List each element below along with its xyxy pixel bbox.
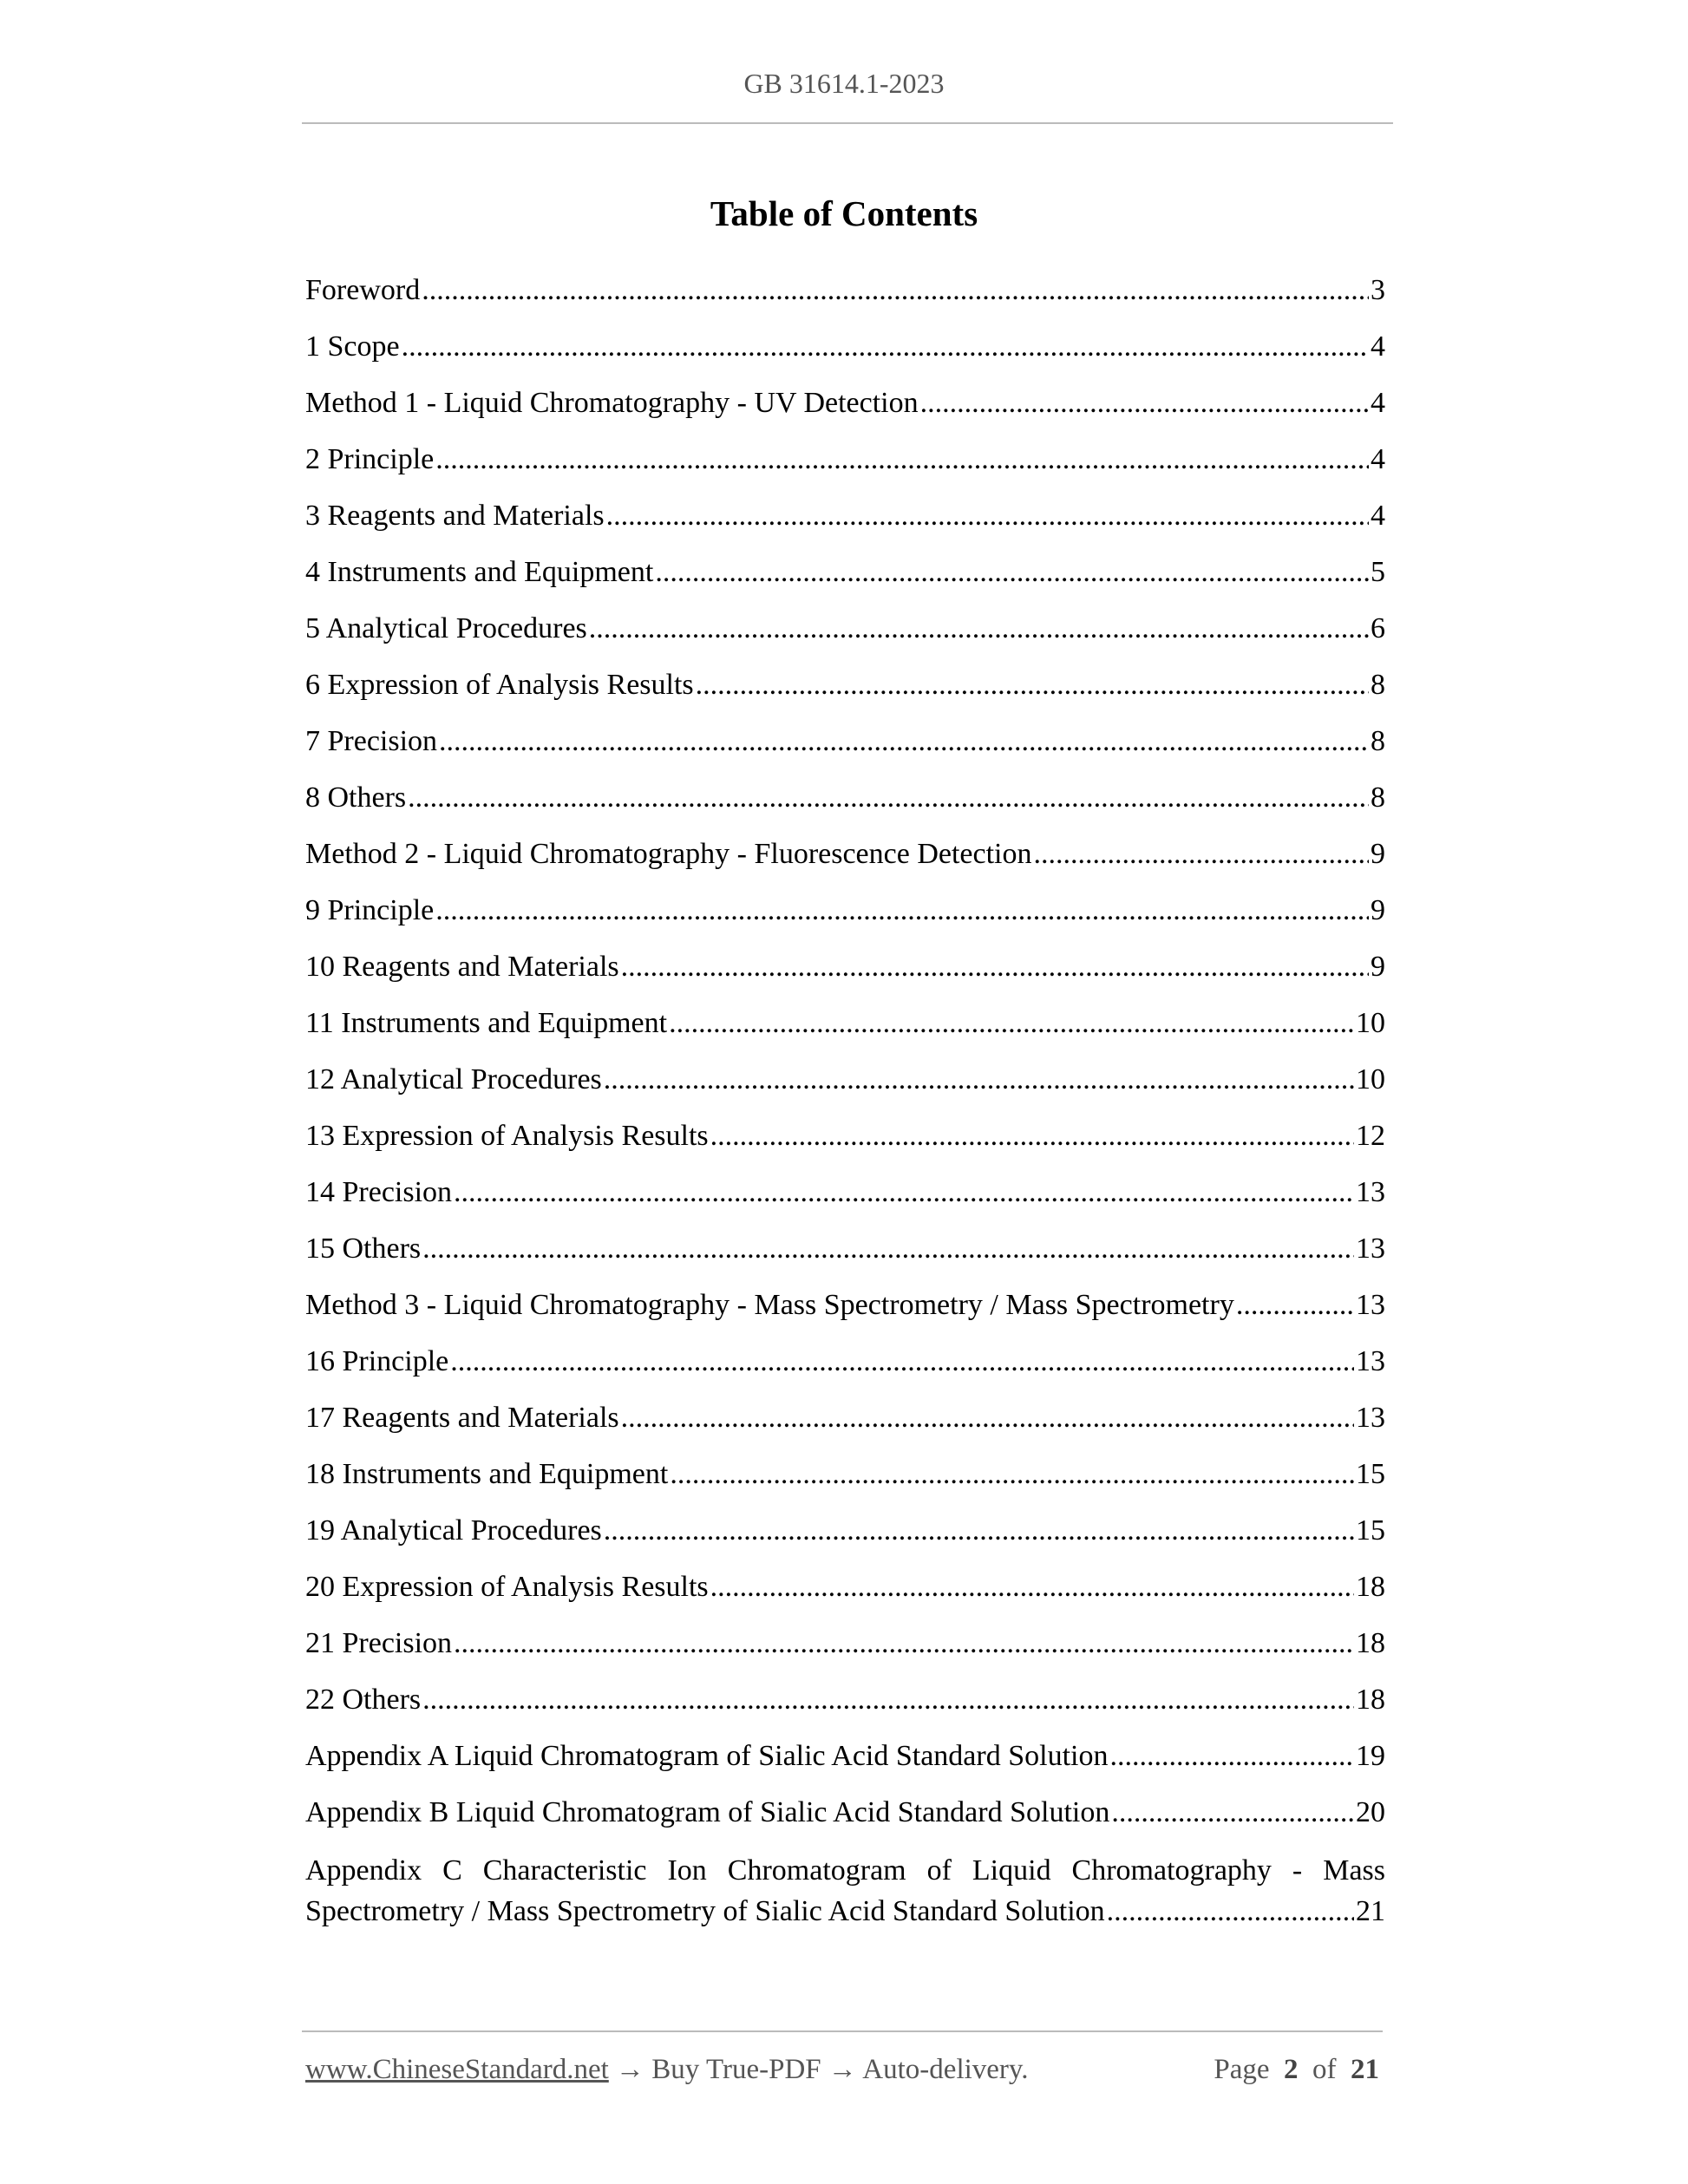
toc-entry-page-number: 13	[1356, 1289, 1385, 1321]
toc-entry-page-number: 20	[1356, 1796, 1385, 1828]
toc-entry-line2	[305, 1891, 1385, 1932]
toc-dot-leader	[589, 610, 1369, 648]
toc-entry-page-number: 21	[1356, 1895, 1385, 1927]
toc-entry-page-number: 9	[1371, 951, 1385, 983]
toc-entry-label: 5 Analytical Procedures	[305, 612, 587, 644]
toc-entry-label: Method 1 - Liquid Chromatography - UV Detection	[305, 387, 919, 419]
toc-entry[interactable]	[305, 1174, 1385, 1230]
toc-dot-leader	[439, 723, 1369, 761]
toc-entry-label: 12 Analytical Procedures	[305, 1063, 602, 1095]
toc-entry-page-number: 4	[1371, 330, 1385, 363]
toc-entry-page-number: 13	[1356, 1402, 1385, 1434]
toc-entry-page-number: 8	[1371, 669, 1385, 701]
toc-dot-leader	[670, 1455, 1354, 1494]
toc-dot-leader	[454, 1174, 1354, 1212]
toc-entry-label: 10 Reagents and Materials	[305, 951, 619, 983]
toc-list	[305, 271, 1385, 1932]
toc-dot-leader	[1107, 1891, 1354, 1932]
toc-entry[interactable]	[305, 1343, 1385, 1399]
toc-entry-label: 18 Instruments and Equipment	[305, 1458, 669, 1490]
toc-entry-page-number: 10	[1356, 1007, 1385, 1039]
toc-dot-leader	[621, 1399, 1354, 1437]
toc-entry[interactable]	[305, 441, 1385, 497]
toc-entry[interactable]	[305, 779, 1385, 835]
toc-dot-leader	[450, 1343, 1354, 1381]
toc-dot-leader	[655, 553, 1369, 592]
toc-entry[interactable]	[305, 723, 1385, 779]
toc-entry-appendix-c[interactable]	[305, 1850, 1385, 1932]
toc-entry-label: 7 Precision	[305, 725, 438, 757]
page-word: Page	[1214, 2054, 1270, 2085]
toc-entry-label: Foreword	[305, 274, 421, 306]
toc-entry-page-number: 5	[1371, 556, 1385, 588]
toc-dot-leader	[1111, 1794, 1354, 1832]
toc-entry-label: 4 Instruments and Equipment	[305, 556, 654, 588]
toc-entry-label: 11 Instruments and Equipment	[305, 1007, 668, 1039]
toc-entry[interactable]	[305, 553, 1385, 610]
toc-entry-page-number: 19	[1356, 1740, 1385, 1772]
toc-entry[interactable]	[305, 610, 1385, 666]
toc-entry[interactable]	[305, 1230, 1385, 1286]
toc-entry-label: 2 Principle	[305, 443, 435, 475]
toc-dot-leader	[422, 1681, 1354, 1719]
toc-dot-leader	[604, 1061, 1354, 1099]
toc-entry[interactable]	[305, 1512, 1385, 1568]
toc-entry-label: Method 3 - Liquid Chromatography - Mass Spectrometry / Mass Spectrometry	[305, 1289, 1234, 1321]
toc-entry-label: 13 Expression of Analysis Results	[305, 1120, 709, 1152]
toc-entry-label: Appendix B Liquid Chromatogram of Sialic Acid Standard Solution	[305, 1796, 1110, 1828]
toc-dot-leader	[422, 1230, 1354, 1268]
toc-dot-leader	[402, 328, 1369, 366]
toc-entry-label: 14 Precision	[305, 1176, 453, 1208]
toc-dot-leader	[1109, 1737, 1354, 1775]
toc-entry[interactable]	[305, 892, 1385, 948]
toc-entry-label: 16 Principle	[305, 1345, 449, 1377]
header-divider	[302, 122, 1393, 124]
toc-entry-label: 20 Expression of Analysis Results	[305, 1571, 709, 1603]
page-indicator	[1214, 2054, 1379, 2086]
toc-entry[interactable]	[305, 1455, 1385, 1512]
toc-entry[interactable]	[305, 328, 1385, 384]
toc-dot-leader	[435, 441, 1369, 479]
toc-dot-leader	[696, 666, 1369, 704]
site-link[interactable]: www.ChineseStandard.net	[305, 2054, 609, 2085]
toc-entry-label: 9 Principle	[305, 894, 435, 926]
toc-entry[interactable]	[305, 835, 1385, 892]
toc-entry-label: 19 Analytical Procedures	[305, 1514, 602, 1546]
toc-entry-page-number: 3	[1371, 274, 1385, 306]
toc-entry-page-number: 18	[1356, 1571, 1385, 1603]
of-word: of	[1312, 2054, 1337, 2085]
toc-entry[interactable]	[305, 1794, 1385, 1850]
toc-entry[interactable]	[305, 1737, 1385, 1794]
toc-entry[interactable]	[305, 1568, 1385, 1625]
toc-entry-label: 1 Scope	[305, 330, 400, 363]
toc-entry-page-number: 4	[1371, 387, 1385, 419]
toc-entry-label-line1: Appendix C Characteristic Ion Chromatogram of Liquid Chromatography - Mass	[305, 1854, 1385, 1886]
toc-entry[interactable]	[305, 384, 1385, 441]
toc-entry[interactable]	[305, 1117, 1385, 1174]
toc-dot-leader	[435, 892, 1369, 930]
toc-entry-label: Appendix A Liquid Chromatogram of Sialic Acid Standard Solution	[305, 1740, 1109, 1772]
toc-entry[interactable]	[305, 1004, 1385, 1061]
toc-entry[interactable]	[305, 948, 1385, 1004]
toc-dot-leader	[408, 779, 1369, 817]
toc-entry[interactable]	[305, 1681, 1385, 1737]
toc-entry-label-line2: Spectrometry / Mass Spectrometry of Sialic Acid Standard Solution	[305, 1895, 1105, 1927]
toc-entry-page-number: 8	[1371, 725, 1385, 757]
toc-dot-leader	[454, 1625, 1354, 1663]
toc-entry-page-number: 15	[1356, 1514, 1385, 1546]
toc-dot-leader	[606, 497, 1369, 535]
toc-entry[interactable]	[305, 1061, 1385, 1117]
toc-entry-label: Method 2 - Liquid Chromatography - Fluorescence Detection	[305, 838, 1032, 870]
toc-entry-page-number: 4	[1371, 443, 1385, 475]
toc-title: Table of Contents	[710, 193, 978, 233]
footer-left	[305, 2054, 1029, 2086]
toc-entry[interactable]	[305, 1399, 1385, 1455]
toc-entry[interactable]	[305, 666, 1385, 723]
current-page-number: 2	[1284, 2054, 1299, 2085]
toc-entry-page-number: 13	[1356, 1233, 1385, 1265]
toc-entry-label: 21 Precision	[305, 1627, 453, 1659]
toc-dot-leader	[1236, 1286, 1354, 1324]
toc-entry-page-number: 15	[1356, 1458, 1385, 1490]
footer-divider	[302, 2030, 1383, 2032]
toc-entry-page-number: 13	[1356, 1176, 1385, 1208]
toc-dot-leader	[710, 1117, 1354, 1155]
toc-entry-label: 6 Expression of Analysis Results	[305, 669, 694, 701]
toc-entry-page-number: 18	[1356, 1627, 1385, 1659]
toc-dot-leader	[710, 1568, 1354, 1606]
toc-entry-page-number: 4	[1371, 500, 1385, 532]
toc-dot-leader	[604, 1512, 1354, 1550]
toc-dot-leader	[669, 1004, 1354, 1043]
toc-dot-leader	[621, 948, 1369, 986]
toc-entry-label: 17 Reagents and Materials	[305, 1402, 619, 1434]
toc-entry[interactable]	[305, 271, 1385, 328]
toc-entry-page-number: 12	[1356, 1120, 1385, 1152]
standard-code-header: GB 31614.1-2023	[743, 68, 945, 99]
toc-entry[interactable]	[305, 1286, 1385, 1343]
toc-entry-page-number: 8	[1371, 781, 1385, 814]
toc-entry[interactable]	[305, 497, 1385, 553]
toc-entry-label: 3 Reagents and Materials	[305, 500, 605, 532]
toc-entry-page-number: 18	[1356, 1684, 1385, 1716]
toc-dot-leader	[422, 271, 1369, 310]
toc-entry-label: 8 Others	[305, 781, 407, 814]
toc-entry-page-number: 9	[1371, 838, 1385, 870]
toc-dot-leader	[1034, 835, 1370, 873]
toc-entry-page-number: 10	[1356, 1063, 1385, 1095]
total-pages-number: 21	[1351, 2054, 1379, 2085]
toc-entry-label: 15 Others	[305, 1233, 422, 1265]
toc-entry[interactable]	[305, 1625, 1385, 1681]
toc-dot-leader	[920, 384, 1369, 422]
toc-entry-label: 22 Others	[305, 1684, 422, 1716]
toc-entry-page-number: 9	[1371, 894, 1385, 926]
toc-entry-page-number: 6	[1371, 612, 1385, 644]
footer-promo-text: → Buy True-PDF → Auto-delivery.	[608, 2054, 1029, 2085]
page-footer	[305, 2054, 1379, 2086]
toc-entry-page-number: 13	[1356, 1345, 1385, 1377]
